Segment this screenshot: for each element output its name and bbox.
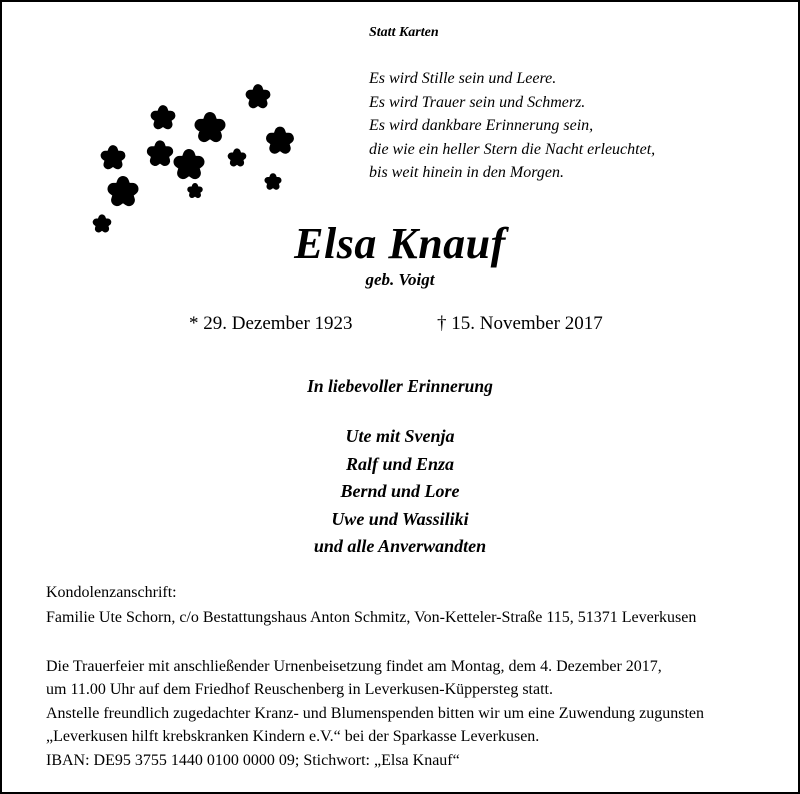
poem-line: die wie ein heller Stern die Nacht erleuchtet, <box>369 140 656 158</box>
star-icon <box>271 132 288 148</box>
star-icon <box>155 110 170 124</box>
mourner-name: Uwe und Wassiliki <box>331 508 469 529</box>
poem-line: bis weit hinein in den Morgen. <box>369 164 564 181</box>
header-title: Statt Karten <box>369 25 439 40</box>
funeral-notice <box>46 655 704 772</box>
mourner-name: Ralf und Enza <box>345 453 455 474</box>
deceased-name: Elsa Knauf <box>294 219 506 268</box>
maiden-name: geb. Voigt <box>365 270 435 289</box>
star-icon <box>201 118 220 136</box>
notice-line: „Leverkusen hilft krebskranken Kindern e.V.“ bei der Sparkasse Leverkusen. <box>46 728 540 746</box>
star-icon <box>180 155 199 173</box>
star-icon <box>231 152 242 163</box>
poem-line: Es wird Trauer sein und Schmerz. <box>369 93 586 111</box>
poem-line: Es wird dankbare Erinnerung sein, <box>369 117 594 134</box>
mourner-name: Bernd und Lore <box>340 481 460 501</box>
star-icon <box>152 146 168 161</box>
notice-line: Anstelle freundlich zugedachter Kranz- und Blumenspenden bitten wir um eine Zuwendung zugunsten <box>46 704 705 722</box>
notice-line: IBAN: DE95 3755 1440 0100 0000 09; Stichwort: „Elsa Knauf“ <box>46 751 460 769</box>
star-icon <box>268 177 278 187</box>
star-icon <box>190 186 200 195</box>
mourner-name: Ute mit Svenja <box>345 426 455 446</box>
notice-line: Die Trauerfeier mit anschließender Urnenbeisetzung findet am Montag, dem 4. Dezember 2017, <box>46 658 662 675</box>
poem-line: Es wird Stille sein und Leere. <box>369 70 557 87</box>
poem <box>369 67 655 185</box>
birth-date: * 29. Dezember 1923 <box>189 313 353 334</box>
memory-line: In liebevoller Erinnerung <box>307 376 493 396</box>
death-date: † 15. November 2017 <box>437 313 603 334</box>
mourner-name: und alle Anverwandten <box>313 536 487 556</box>
star-icon <box>250 89 265 103</box>
condolence-label: Kondolenzanschrift: <box>46 584 177 601</box>
star-icon <box>114 182 133 200</box>
star-icon <box>105 150 120 164</box>
mourners-list <box>0 423 800 561</box>
condolence-address: Familie Ute Schorn, c/o Bestattungshaus Anton Schmitz, Von-Ketteler-Straße 115, 51371 Leverkusen <box>46 609 697 626</box>
hand-drawn-stars-icon <box>88 80 308 240</box>
notice-line: um 11.00 Uhr auf dem Friedhof Reuschenberg in Leverkusen-Küppersteg statt. <box>46 681 553 699</box>
